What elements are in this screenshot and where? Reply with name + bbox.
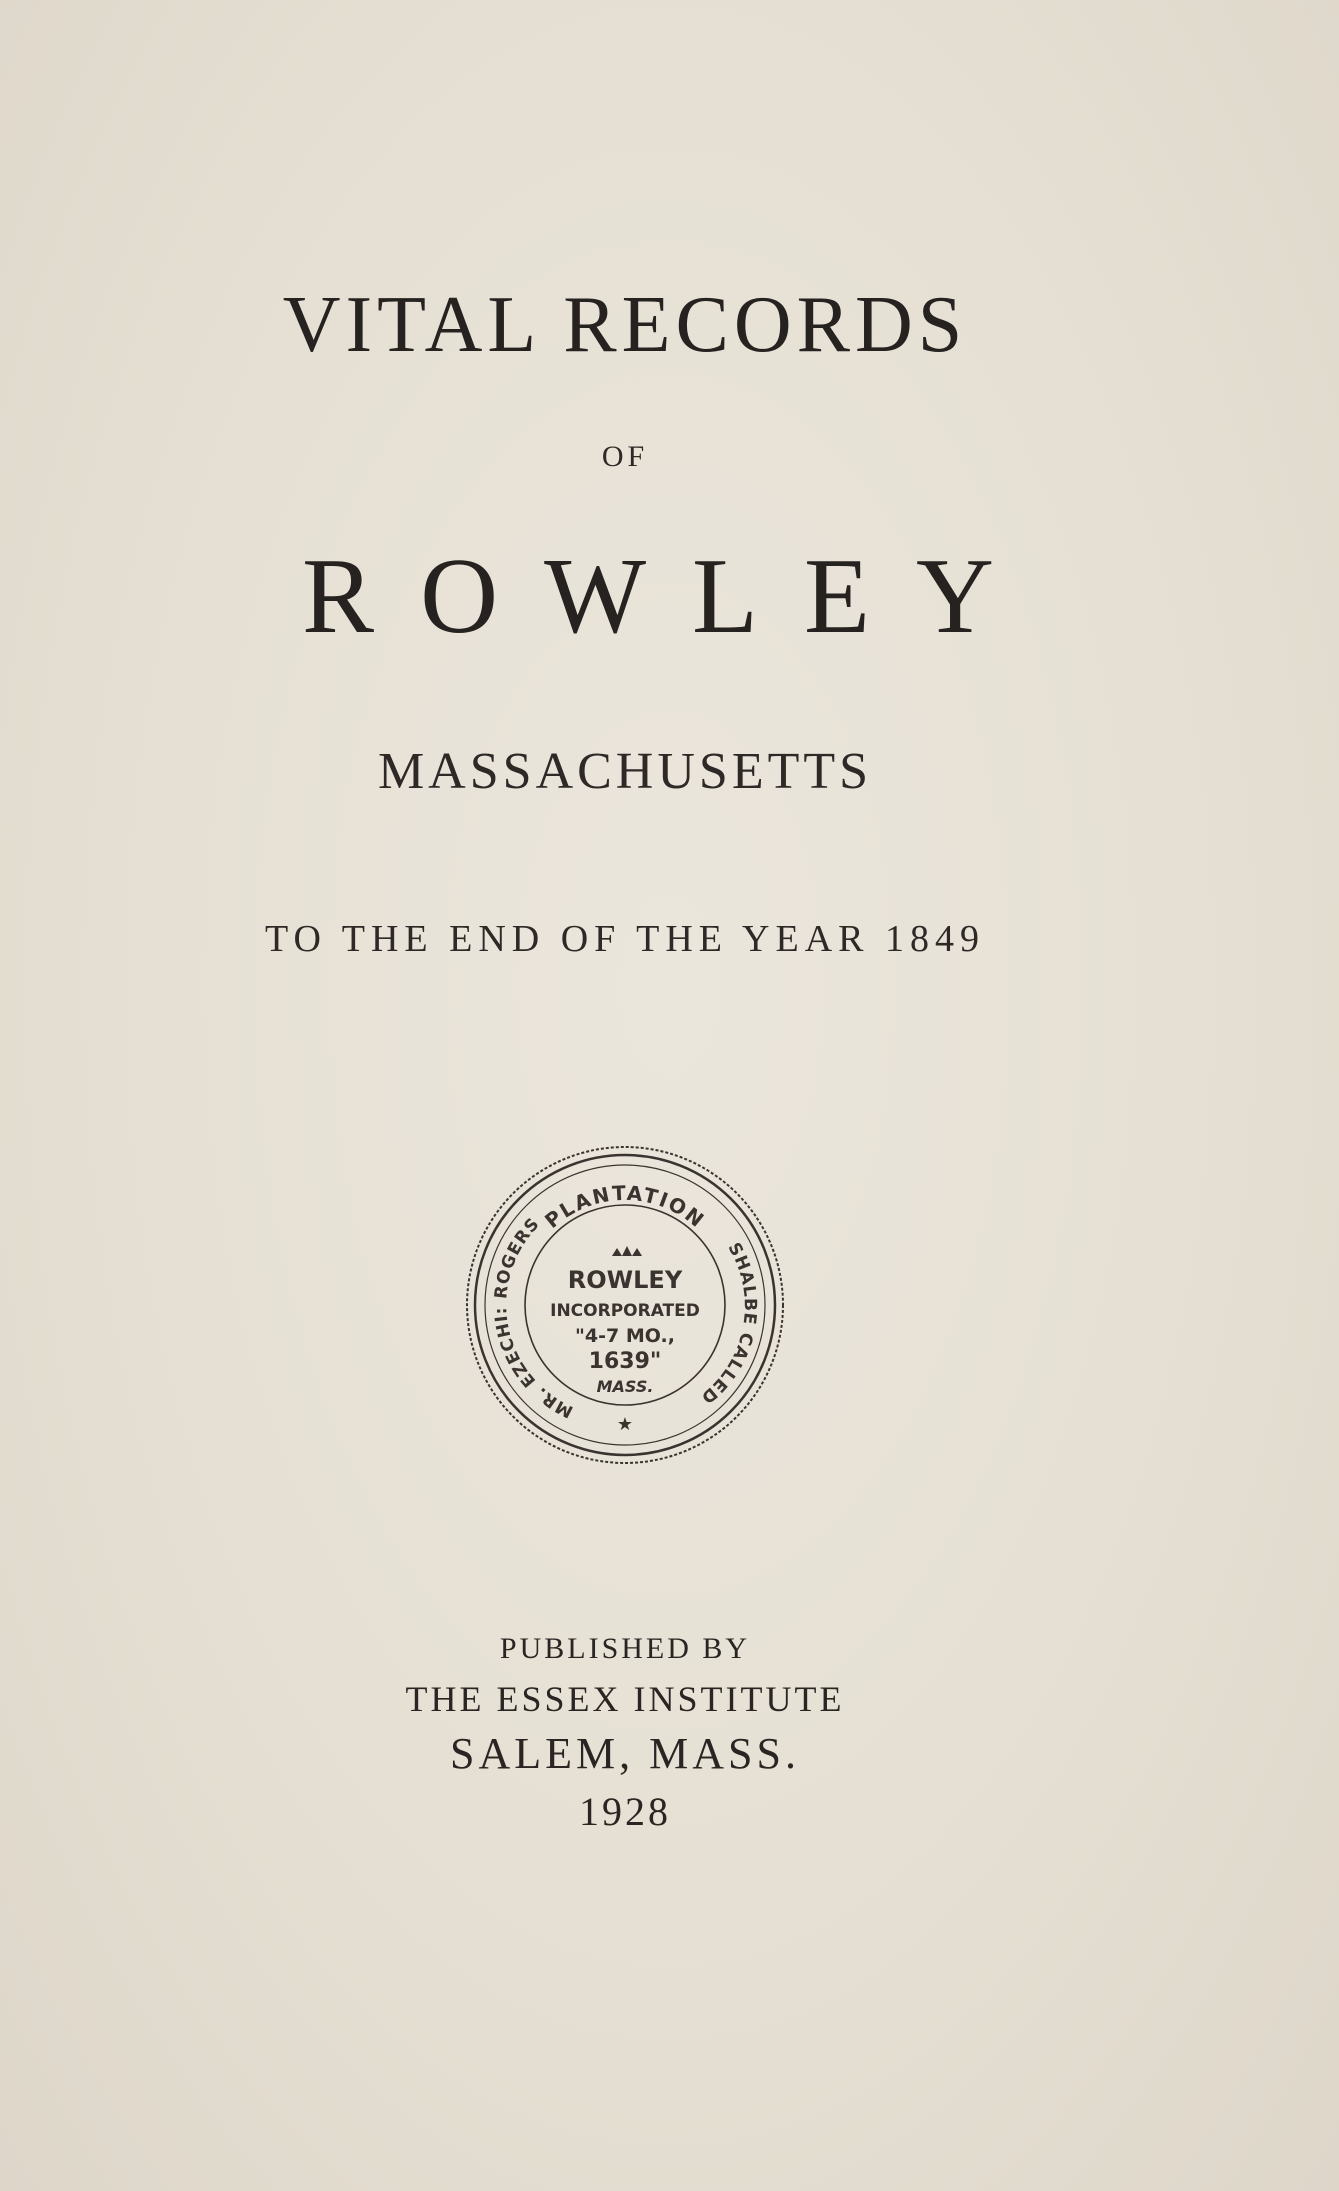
publication-year: 1928 <box>579 1789 671 1834</box>
publisher-place: SALEM, MASS. <box>450 1729 800 1778</box>
publisher-name: THE ESSEX INSTITUTE <box>405 1679 845 1719</box>
title-of: OF <box>601 440 649 473</box>
published-by: PUBLISHED BY <box>499 1632 751 1665</box>
seal-outer-text-top: PLANTATION <box>540 1180 710 1233</box>
seal-incorporated: INCORPORATED <box>550 1301 700 1321</box>
seal-star-icon: ★ <box>616 1414 634 1435</box>
svg-text:SHALBE CALLED <box>696 1239 760 1407</box>
seal-crown-icon <box>612 1246 642 1256</box>
seal-state: MASS. <box>596 1377 654 1396</box>
seal-date: "4-7 MO., <box>575 1325 675 1347</box>
town-seal-icon <box>460 1140 790 1470</box>
seal-outer-text-left: MR. EZECHI: ROGERS <box>491 1213 577 1422</box>
seal-town-name: ROWLEY <box>567 1266 683 1294</box>
title-town-name: ROWLEY <box>302 537 1040 656</box>
seal-outer-text-right: SHALBE CALLED <box>696 1239 760 1408</box>
title-vital-records: VITAL RECORDS <box>282 281 968 369</box>
title-period: TO THE END OF THE YEAR 1849 <box>264 918 986 960</box>
title-state: MASSACHUSETTS <box>377 743 873 800</box>
seal-year: 1639" <box>588 1349 662 1374</box>
